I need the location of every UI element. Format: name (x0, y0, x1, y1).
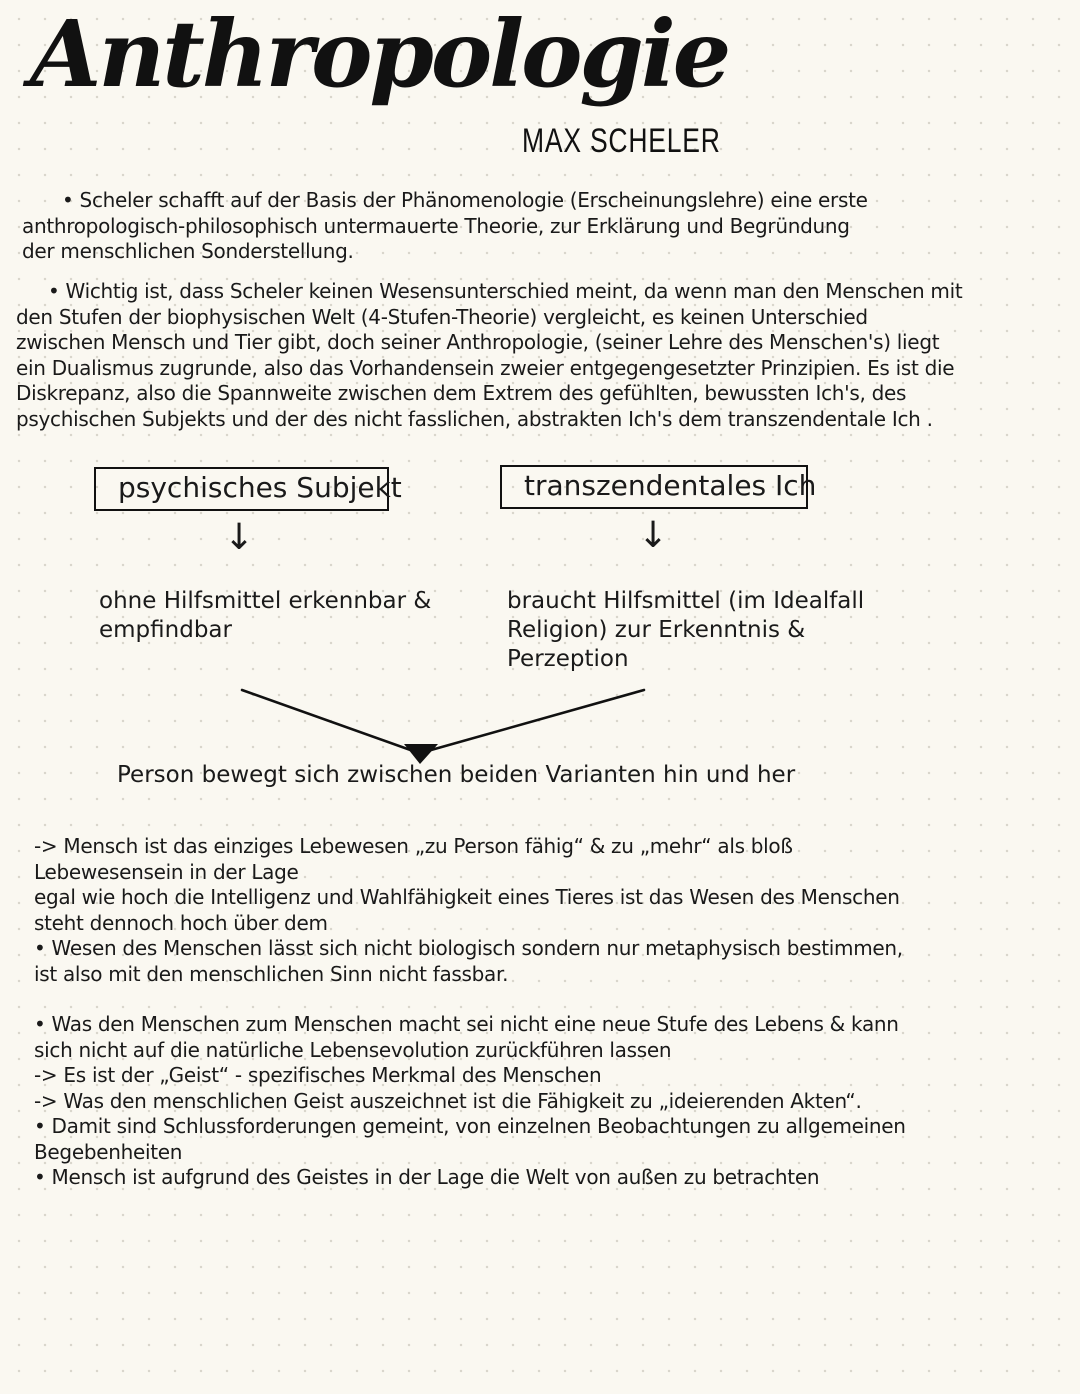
text-line: Perzeption (507, 646, 629, 672)
text-line: empfindbar (99, 617, 232, 643)
intro-paragraph (22, 188, 868, 265)
text-line: Diskrepanz, also die Spannweite zwischen dem Extrem des gefühlten, bewussten Ich's, des (16, 381, 907, 405)
conclusion-text: Person bewegt sich zwischen beiden Varianten hin und her (117, 762, 796, 788)
text-line: braucht Hilfsmittel (im Idealfall (507, 588, 865, 614)
right-description (507, 587, 864, 674)
transcendental-self-box: transzendentales Ich (500, 465, 808, 509)
text-line: • Damit sind Schlussforderungen gemeint, von einzelnen Beobachtungen zu allgemeinen (34, 1114, 906, 1138)
text-line: sich nicht auf die natürliche Lebensevolution zurückführen lassen (34, 1037, 672, 1062)
human-nature-section (34, 834, 903, 987)
text-line: • Wesen des Menschen lässt sich nicht biologisch sondern nur metaphysisch bestimmen, (34, 936, 903, 960)
text-line: -> Mensch ist das einziges Lebewesen „zu Person fähig“ & zu „mehr“ als bloß (34, 834, 793, 858)
text-line: egal wie hoch die Intelligenz und Wahlfähigkeit eines Tieres ist das Wesen des Menschen (34, 885, 900, 909)
psychic-subject-box: psychisches Subjekt (94, 467, 389, 511)
text-line: • Was den Menschen zum Menschen macht sei nicht eine neue Stufe des Lebens & kann (34, 1012, 899, 1036)
text-line: den Stufen der biophysischen Welt (4-Stufen-Theorie) vergleicht, es keinen Unterschied (16, 304, 868, 329)
text-line: ohne Hilfsmittel erkennbar & (99, 588, 432, 614)
dualism-paragraph (16, 279, 962, 432)
text-line: • Wichtig ist, dass Scheler keinen Wesensunterschied meint, da wenn man den Menschen mit (48, 279, 963, 303)
text-line: Lebewesensein in der Lage (34, 859, 299, 884)
text-line: ein Dualismus zugrunde, also das Vorhandensein zweier entgegengesetzter Prinzipien. Es ist die (16, 355, 955, 380)
text-line: -> Was den menschlichen Geist auszeichnet ist die Fähigkeit zu „ideierenden Akten“. (34, 1088, 862, 1113)
text-line: -> Es ist der „Geist“ - spezifisches Merkmal des Menschen (34, 1063, 602, 1087)
text-line: • Mensch ist aufgrund des Geistes in der Lage die Welt von außen zu betrachten (34, 1165, 820, 1189)
converging-arrow-icon (236, 684, 656, 774)
page-title: Anthropologie (30, 0, 729, 108)
spirit-section (34, 1012, 906, 1191)
left-description (99, 587, 431, 645)
text-line: zwischen Mensch und Tier gibt, doch seiner Anthropologie, (seiner Lehre des Menschen's) liegt (16, 330, 940, 354)
text-line: anthropologisch-philosophisch untermauerte Theorie, zur Erklärung und Begründung (22, 213, 850, 238)
text-line: • Scheler schafft auf der Basis der Phänomenologie (Erscheinungslehre) eine erste (62, 188, 868, 212)
down-arrow-icon: ↓ (638, 515, 669, 556)
text-line: ist also mit den menschlichen Sinn nicht fassbar. (34, 961, 509, 986)
down-arrow-icon: ↓ (224, 517, 255, 558)
text-line: Religion) zur Erkenntnis & (507, 617, 806, 643)
page-subtitle: MAX SCHELER (522, 122, 721, 160)
text-line: steht dennoch hoch über dem (34, 910, 328, 935)
text-line: Begebenheiten (34, 1139, 183, 1164)
text-line: psychischen Subjekts und der des nicht fasslichen, abstrakten Ich's dem transzendentale Ich . (16, 406, 933, 431)
text-line: der menschlichen Sonderstellung. (22, 239, 354, 263)
